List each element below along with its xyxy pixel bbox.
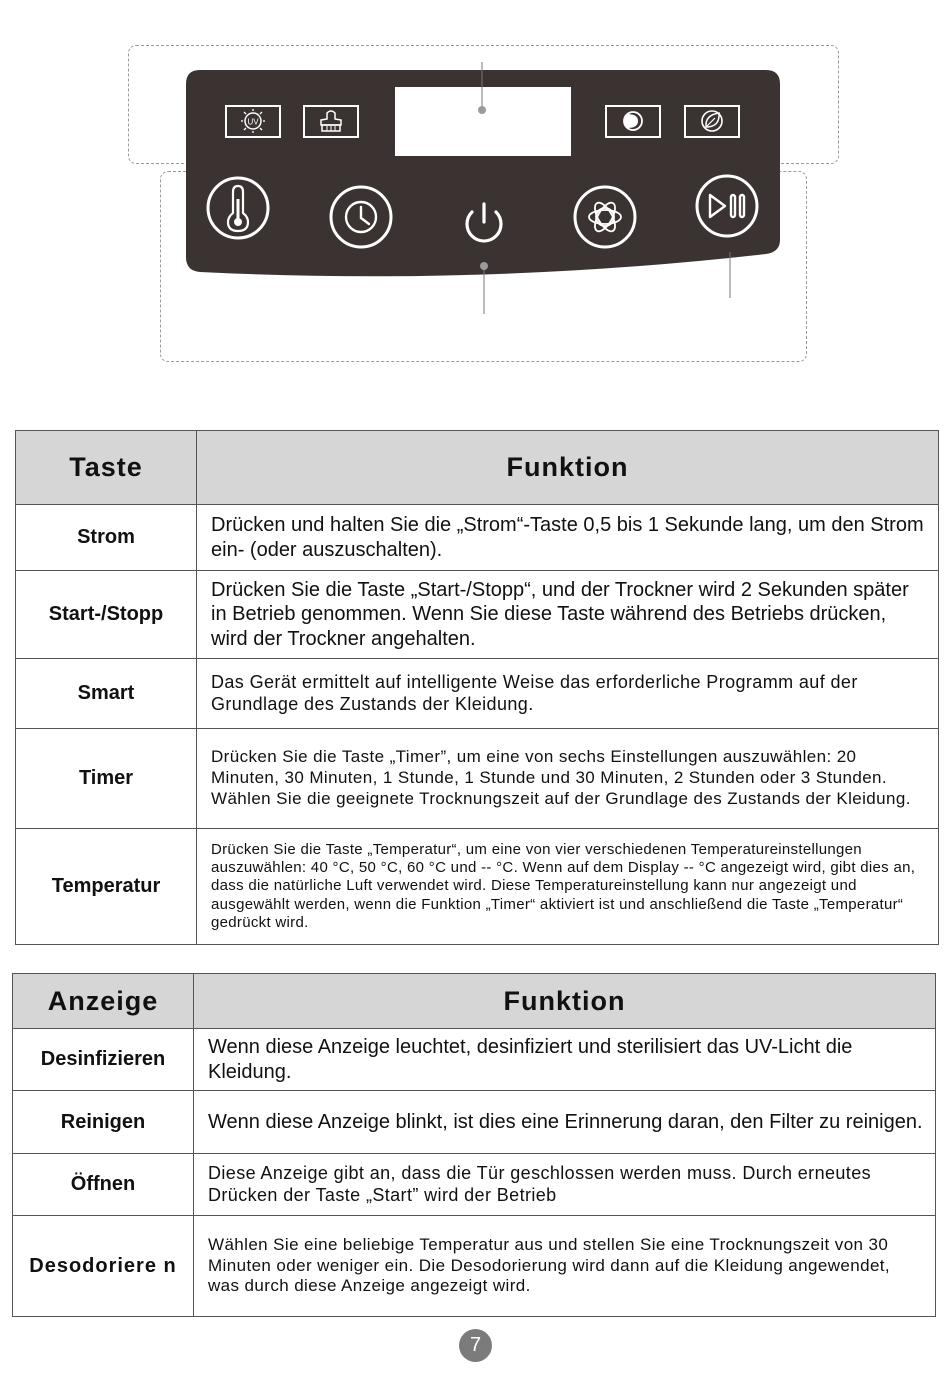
table-row [16, 571, 939, 659]
row-key: Desinfizieren [13, 1029, 194, 1091]
row-key: Strom [16, 505, 197, 571]
table-row [13, 1154, 936, 1216]
row-value: Wählen Sie eine beliebige Temperatur aus und stellen Sie eine Trocknungszeit von 30 Minuten oder weniger ein. Die Desodorierung wird dann auf die Kleidung angewendet, was durch diese Anzeige angezeigt wird. [194, 1216, 936, 1317]
row-key: Temperatur [16, 829, 197, 945]
table-row [16, 505, 939, 571]
row-value: Drücken Sie die Taste „Timer”, um eine von sechs Einstellungen auszuwählen: 20 Minuten, 30 Minuten, 1 Stunde, 1 Stunde und 30 Minuten, 2 Stunden oder 3 Stunden. Wählen Sie die geeignete Trocknungszeit auf der Grundlage des Zustands der Kleidung. [197, 729, 939, 829]
row-value: Drücken Sie die Taste „Temperatur“, um eine von vier verschiedenen Temperatureinstellungen auszuwählen: 40 °C, 50 °C, 60 °C und -- °C. Wenn auf dem Display -- °C angezeigt wird, gibt dies an, dass die natürliche Luft verwendet wird. Diese Temperatureinstellung kann nur angezeigt und ausgewählt werden, wenn die Funktion „Timer“ aktiviert ist und anschließend die Taste „Temperatur“ gedrückt wird. [197, 829, 939, 945]
display-leader-dot [478, 106, 486, 114]
display-screen [395, 87, 571, 156]
table-row [13, 1029, 936, 1091]
table-header-value: Funktion [197, 431, 939, 505]
row-key: Desodoriere n [13, 1216, 194, 1317]
table-header-key: Taste [16, 431, 197, 505]
table-row [13, 1216, 936, 1317]
row-value: Diese Anzeige gibt an, dass die Tür geschlossen werden muss. Durch erneutes Drücken der Taste „Start” wird der Betrieb [194, 1154, 936, 1216]
row-value: Wenn diese Anzeige blinkt, ist dies eine Erinnerung daran, den Filter zu reinigen. [194, 1091, 936, 1154]
row-key: Timer [16, 729, 197, 829]
table-header-key: Anzeige [13, 974, 194, 1029]
row-value: Drücken Sie die Taste „Start-/Stopp“, und der Trockner wird 2 Sekunden später in Betrieb genommen. Wenn Sie diese Taste während des Betriebs drücken, wird der Trockner angehalten. [197, 571, 939, 659]
table-header-value: Funktion [194, 974, 936, 1029]
row-key: Smart [16, 659, 197, 729]
uv-label: UV [247, 117, 259, 127]
row-key: Öffnen [13, 1154, 194, 1216]
indicators-function-table [12, 973, 936, 1317]
table-row [13, 1091, 936, 1154]
row-value: Drücken und halten Sie die „Strom“-Taste 0,5 bis 1 Sekunde lang, um den Strom ein- (oder auszuschalten). [197, 505, 939, 571]
table-row [16, 659, 939, 729]
table-row [16, 829, 939, 945]
buttons-function-table [15, 430, 939, 945]
row-key: Reinigen [13, 1091, 194, 1154]
row-key: Start-/Stopp [16, 571, 197, 659]
table-row [16, 729, 939, 829]
page-number: 7 [459, 1329, 492, 1362]
power-leader-dot [480, 262, 488, 270]
row-value: Wenn diese Anzeige leuchtet, desinfiziert und sterilisiert das UV-Licht die Kleidung. [194, 1029, 936, 1091]
row-value: Das Gerät ermittelt auf intelligente Weise das erforderliche Programm auf der Grundlage des Zustands der Kleidung. [197, 659, 939, 729]
control-panel-diagram [0, 0, 950, 380]
